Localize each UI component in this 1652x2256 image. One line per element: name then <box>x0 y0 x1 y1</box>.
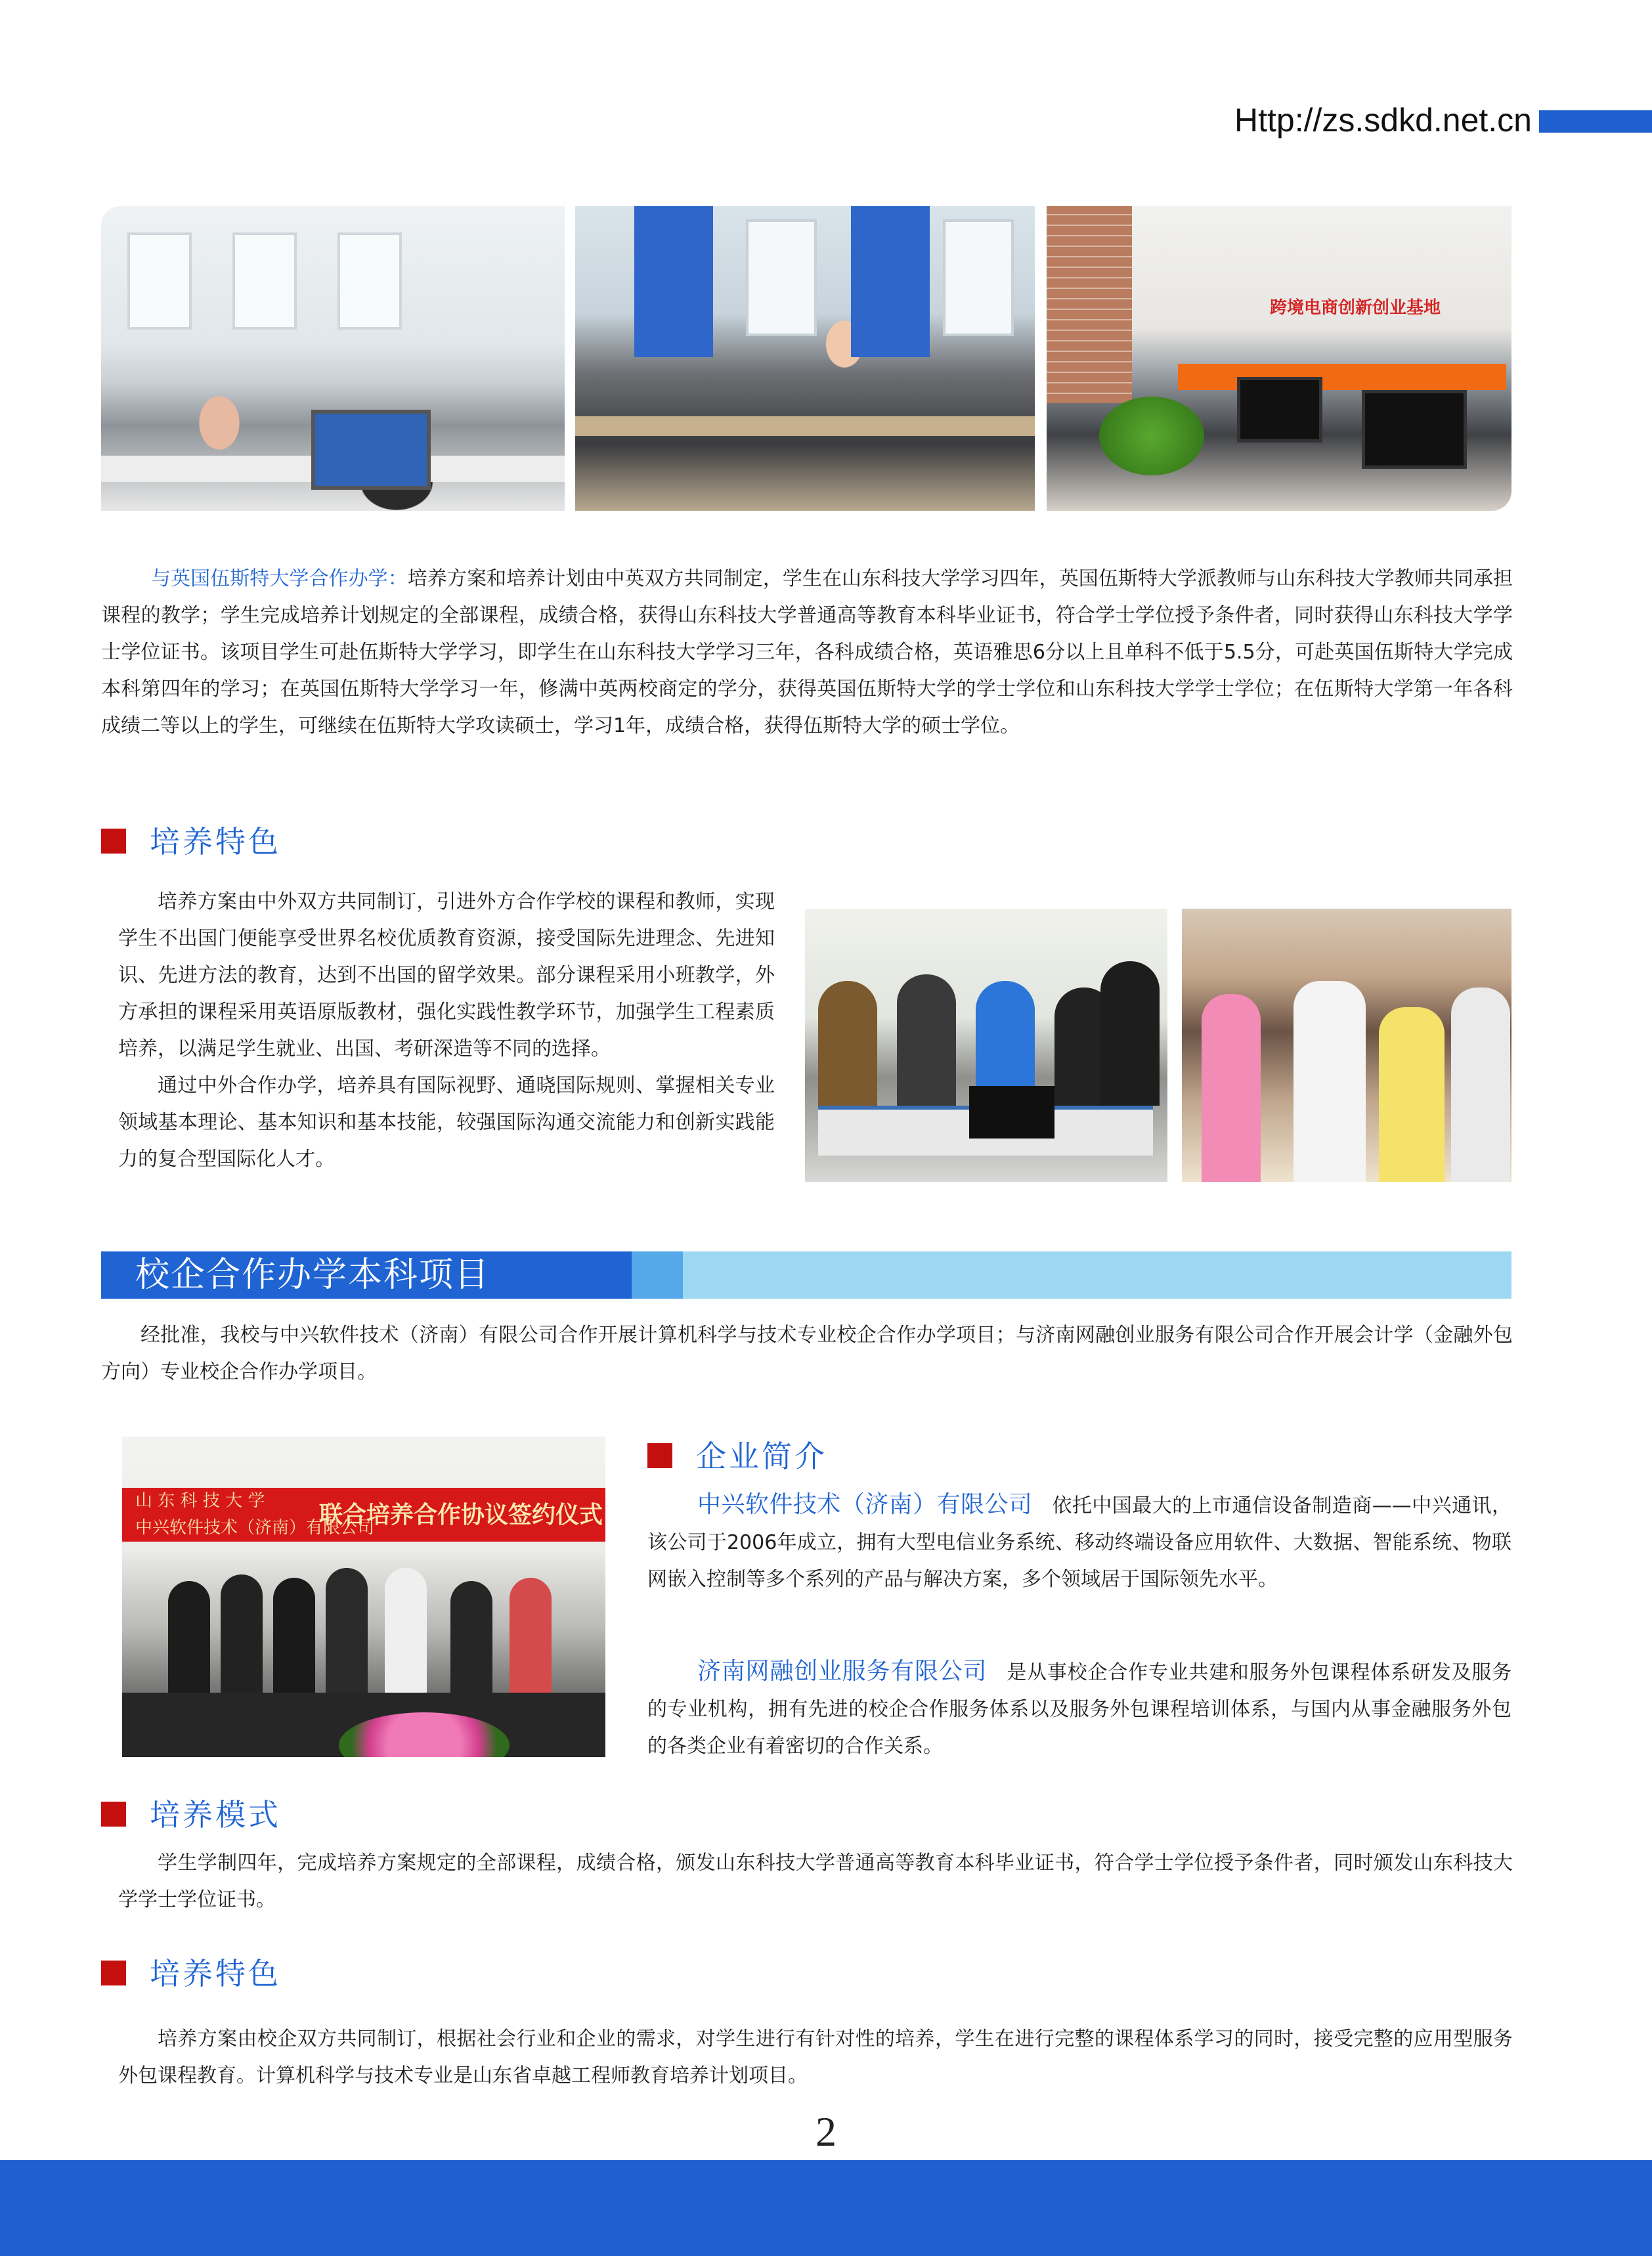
signing-ceremony-photo <box>122 1437 605 1757</box>
window <box>232 232 297 330</box>
banner-line-2: 中兴软件技术（济南）有限公司 <box>135 1518 375 1538</box>
person <box>273 1578 315 1693</box>
footer-bar <box>0 2160 1652 2256</box>
features-1-text <box>118 884 775 1178</box>
worcester-program-body: 培养方案和培养计划由中英双方共同制定，学生在山东科技大学学习四年，英国伍斯特大学派教师与山东科技大学教师共同承担课程的教学；学生完成培养计划规定的全部课程，成绩合格，获得山东科技大学普通高等教育本科毕业证书，符合学士学位授予条件者，同时获得山东科技大学学士学位证书。该项目学生可赴伍斯特大学学习，即学生在山东科技大学学习三年，各科成绩合格，英语雅思6分以上且单科不低于5.5分，可赴英国伍斯特大学完成本科第四年的学习；在英国伍斯特大学学习一年，修满中英两校商定的学分，获得英国伍斯特大学的学士学位和山东科技大学学士学位；在伍斯特大学第一年各科成绩二等以上的学生，可继续在伍斯特大学攻读硕士，学习1年，成绩合格，获得伍斯特大学的硕士学位。 <box>101 567 1513 737</box>
section-band-mid <box>632 1251 683 1299</box>
section-marker-square <box>101 829 126 854</box>
classroom-photo <box>575 206 1035 511</box>
monitor <box>1362 390 1467 469</box>
training-mode-text: 学生学制四年，完成培养方案规定的全部课程，成绩合格，颁发山东科技大学普通高等教育本科毕业证书，符合学士学位授予条件者，同时颁发山东科技大学学士学位证书。 <box>118 1852 1513 1911</box>
worcester-program-title: 与英国伍斯特大学合作办学： <box>151 567 408 590</box>
site-url[interactable]: Http://zs.sdkd.net.cn <box>1234 102 1532 139</box>
lab-photo <box>101 206 565 511</box>
window <box>127 232 192 330</box>
desk <box>575 416 1035 436</box>
monitor <box>1237 377 1322 443</box>
person <box>385 1568 427 1693</box>
features-2-text: 培养方案由校企双方共同制订，根据社会行业和企业的需求，对学生进行有针对性的培养，学生在进行完整的课程体系学习的同时，接受完整的应用型服务外包课程教育。计算机科学与技术专业是山东省卓越工程师教育培养计划项目。 <box>118 2028 1513 2087</box>
header-accent-bar <box>1539 110 1652 133</box>
section-marker-square <box>101 1961 126 1985</box>
person <box>897 974 956 1106</box>
section-title: 企业简介 <box>696 1439 827 1474</box>
person <box>168 1581 210 1693</box>
section-heading-features-1 <box>101 822 495 861</box>
curtain <box>634 206 713 357</box>
section-band-title: 校企合作办学本科项目 <box>101 1251 632 1299</box>
oscilloscope-screen <box>311 410 431 490</box>
person <box>510 1578 552 1693</box>
brick-wall <box>1047 206 1132 403</box>
section-band-light <box>683 1251 1511 1299</box>
person <box>1379 1007 1445 1182</box>
section-heading-features-2 <box>101 1954 495 1993</box>
company-zte-desc: 依托中国最大的上市通信设备制造商——中兴通讯，该公司于2006年成立，拥有大型电信业务系统、移动终端设备应用软件、大数据、智能系统、物联网嵌入控制等多个系列的产品与解决方案，多个领域居于国际领先水平。 <box>647 1494 1511 1591</box>
ceremony-banner <box>122 1488 605 1542</box>
company-jnwr-paragraph <box>647 1653 1511 1765</box>
curtain <box>851 206 930 357</box>
potted-plant <box>1099 397 1204 475</box>
company-zte-paragraph <box>647 1486 1511 1598</box>
person <box>1451 987 1510 1182</box>
person <box>1293 981 1366 1182</box>
person <box>818 981 877 1106</box>
section-marker-square <box>101 1802 126 1827</box>
person <box>1100 961 1160 1106</box>
section-heading-mode <box>101 1795 495 1834</box>
section-heading-company <box>647 1437 1041 1476</box>
person <box>221 1574 263 1693</box>
lab-visit-photo <box>805 909 1167 1182</box>
company-zte-name: 中兴软件技术（济南）有限公司 <box>697 1491 1033 1518</box>
banner-title: 联合培养合作协议签约仪式 <box>319 1502 603 1529</box>
banner-line-1: 山 东 科 技 大 学 <box>135 1491 265 1511</box>
company-jnwr-desc: 是从事校企合作专业共建和服务外包课程体系研发及服务的专业机构，拥有先进的校企合作服务体系以及服务外包课程培训体系，与国内从事金融服务外包的各类企业有着密切的合作关系。 <box>647 1661 1511 1758</box>
section-title: 培养特色 <box>150 1956 281 1991</box>
section-marker-square <box>647 1443 672 1468</box>
monitor <box>969 1086 1054 1139</box>
worcester-program-paragraph <box>101 561 1513 745</box>
window <box>746 219 817 336</box>
company-jnwr-name: 济南网融创业服务有限公司 <box>697 1658 988 1685</box>
person <box>326 1568 368 1693</box>
orange-desk <box>1178 364 1506 390</box>
features-1-paragraph-2: 通过中外合作办学，培养具有国际视野、通晓国际规则、掌握相关专业领域基本理论、基本知识和基本技能，较强国际沟通交流能力和创新实践能力的复合型国际化人才。 <box>118 1074 775 1171</box>
section-title: 培养模式 <box>150 1797 281 1833</box>
person <box>450 1581 492 1693</box>
wall-slogan: 跨境电商创新创业基地 <box>1269 298 1441 318</box>
school-enterprise-intro: 经批准，我校与中兴软件技术（济南）有限公司合作开展计算机科学与技术专业校企合作办学项目；与济南网融创业服务有限公司合作开展会计学（金融外包方向）专业校企合作办学项目。 <box>101 1324 1513 1383</box>
student-crowd-photo <box>1182 909 1511 1182</box>
person <box>1202 994 1261 1182</box>
page-number: 2 <box>815 2108 837 2155</box>
section-title: 培养特色 <box>150 824 281 859</box>
window <box>943 219 1014 336</box>
window <box>337 232 402 330</box>
features-1-paragraph-1: 培养方案由中外双方共同制订，引进外方合作学校的课程和教师，实现学生不出国门便能享受世界名校优质教育资源，接受国际先进理念、先进知识、先进方法的教育，达到不出国的留学效果。部分课程采用小班教学，外方承担的课程采用英语原版教材，强化实践性教学环节，加强学生工程素质培养，以满足学生就业、出国、考研深造等不同的选择。 <box>118 890 775 1060</box>
computer-room-photo <box>1047 206 1511 511</box>
